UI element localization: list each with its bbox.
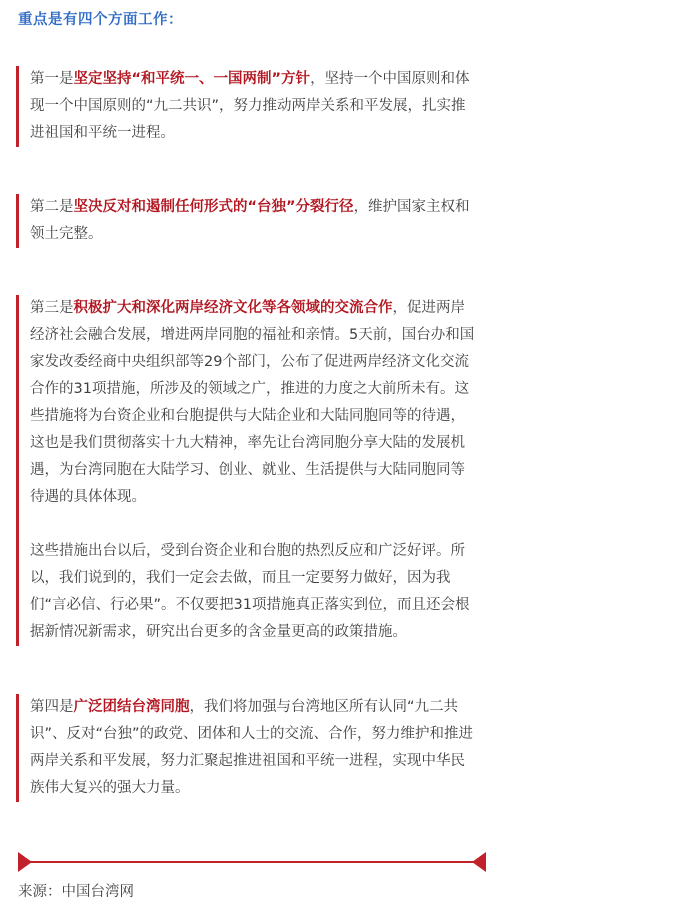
point-3-highlight: 积极扩大和深化两岸经济文化等各领域的交流合作 bbox=[73, 300, 393, 316]
point-1-prefix: 第一是 bbox=[30, 71, 74, 87]
point-4-prefix: 第四是 bbox=[30, 699, 74, 715]
divider-line bbox=[26, 861, 478, 863]
point-4-highlight: 广泛团结台湾同胞 bbox=[73, 699, 190, 715]
point-3-text: ，促进两岸经济社会融合发展，增进两岸同胞的福祉和亲情。5天前，国台办和国家发改委经商中央组织部等29个部门，公布了促进两岸经济文化交流合作的31项措施，所涉及的领域之广，推进的力度之大前所未有。这些措施将为台资企业和台胞提供与大陆企业和大陆同胞同等的待遇，这也是我们贯彻落实十九大精神，率先让台湾同胞分享大陆的发展机遇，为台湾同胞在大陆学习、创业、就业、生活提供与大陆同胞同等待遇的具体体现。 bbox=[30, 300, 475, 505]
divider-right-arrow-icon bbox=[472, 852, 486, 872]
point-2-paragraph bbox=[30, 194, 478, 248]
point-block-2 bbox=[16, 194, 478, 248]
point-1-text: ，坚持一个中国原则和体现一个中国原则的“九二共识”，努力推动两岸关系和平发展，扎实推进祖国和平统一进程。 bbox=[30, 71, 470, 141]
point-3-extra-paragraph: 这些措施出台以后，受到台资企业和台胞的热烈反应和广泛好评。所以，我们说到的，我们一定会去做，而且一定要努力做好，因为我们“言必信、行必果”。不仅要把31项措施真正落实到位，而且还会根据新情况新需求，研究出台更多的含金量更高的政策措施。 bbox=[30, 543, 470, 640]
point-block-1 bbox=[16, 66, 478, 147]
paragraph-gap bbox=[30, 511, 478, 538]
point-block-3 bbox=[16, 295, 478, 646]
point-3-paragraph bbox=[30, 295, 478, 511]
source-credit: 来源：中国台湾网 bbox=[18, 884, 134, 900]
point-block-4 bbox=[16, 694, 478, 802]
point-2-highlight: 坚决反对和遏制任何形式的“台独”分裂行径 bbox=[73, 199, 354, 215]
decorative-divider bbox=[18, 852, 486, 872]
point-4-text: ，我们将加强与台湾地区所有认同“九二共识”、反对“台独”的政党、团体和人士的交流、合作，努力维护和推进两岸关系和平发展，努力汇聚起推进祖国和平统一进程，实现中华民族伟大复兴的强大力量。 bbox=[30, 699, 474, 796]
point-3-prefix: 第三是 bbox=[30, 300, 74, 316]
point-2-prefix: 第二是 bbox=[30, 199, 74, 215]
point-4-paragraph bbox=[30, 694, 478, 802]
point-1-highlight: 坚定坚持“和平统一、一国两制”方针 bbox=[73, 71, 311, 87]
point-1-paragraph bbox=[30, 66, 478, 147]
section-heading: 重点是有四个方面工作： bbox=[18, 12, 183, 28]
point-2-text: ，维护国家主权和领土完整。 bbox=[30, 199, 470, 242]
